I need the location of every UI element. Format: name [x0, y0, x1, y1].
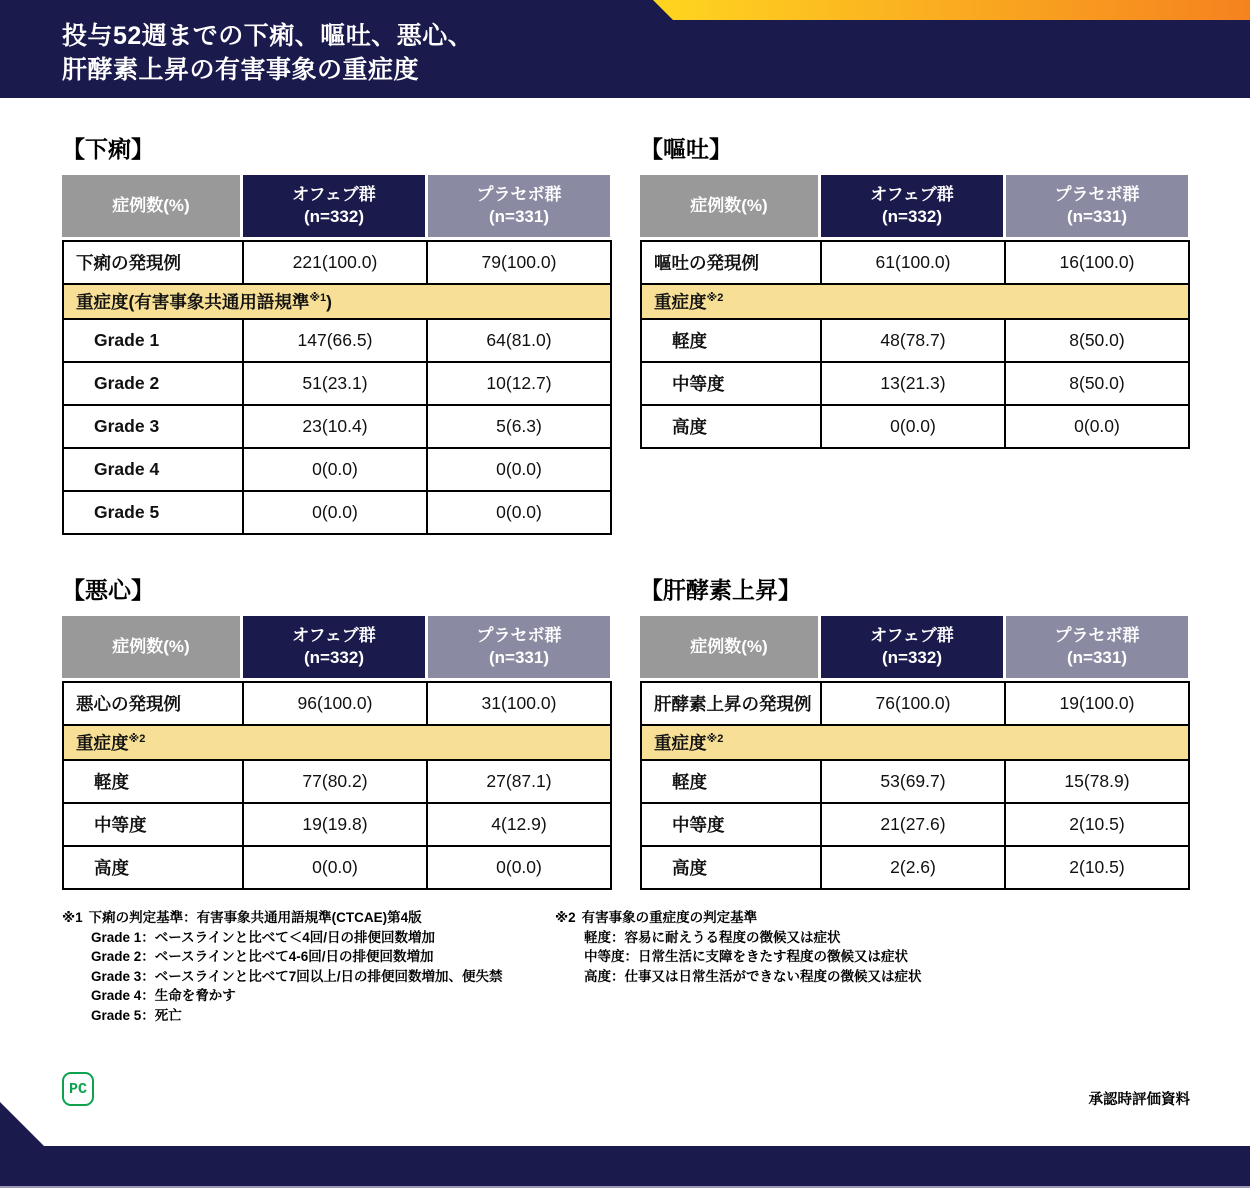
- footnote-line: 中等度：日常生活に支障をきたす程度の徴候又は症状: [584, 949, 908, 964]
- severity-label: 軽度: [63, 760, 243, 803]
- incidence-ofev: 61(100.0): [821, 241, 1005, 284]
- page-title: [62, 19, 473, 87]
- severity-label: Grade 5: [63, 491, 243, 534]
- severity-label: 軽度: [641, 760, 821, 803]
- table-block-nausea: [62, 575, 610, 890]
- severity-ofev: 0(0.0): [243, 846, 427, 889]
- column-header-ofev: オフェブ群 (n=332): [821, 616, 1003, 678]
- footer-band: [0, 1146, 1250, 1188]
- incidence-placebo: 16(100.0): [1005, 241, 1189, 284]
- severity-ofev: 51(23.1): [243, 362, 427, 405]
- severity-label: Grade 2: [63, 362, 243, 405]
- source-label: 承認時評価資料: [1088, 1092, 1190, 1108]
- column-header-cases: 症例数(%): [62, 616, 240, 678]
- severity-ofev: 19(19.8): [243, 803, 427, 846]
- footnote-2-heading: ※2 有害事象の重症度の判定基準: [555, 910, 758, 925]
- incidence-ofev: 76(100.0): [821, 682, 1005, 725]
- severity-row: [641, 846, 1189, 889]
- column-header-cases: 症例数(%): [640, 175, 818, 237]
- severity-label: Grade 1: [63, 319, 243, 362]
- severity-label: 高度: [63, 846, 243, 889]
- severity-row: [63, 448, 611, 491]
- pc-logo: PC: [62, 1072, 94, 1106]
- table-body: [640, 681, 1190, 890]
- severity-row: [63, 405, 611, 448]
- table-body: [62, 240, 612, 535]
- footnote-line: Grade 5：死亡: [91, 1007, 182, 1023]
- table-title: 【下痢】: [62, 136, 154, 162]
- severity-ofev: 23(10.4): [243, 405, 427, 448]
- incidence-label: 下痢の発現例: [63, 241, 243, 284]
- footnote-1: [62, 908, 502, 1025]
- severity-placebo: 8(50.0): [1005, 319, 1189, 362]
- table-header-row: [640, 175, 1188, 237]
- severity-placebo: 5(6.3): [427, 405, 611, 448]
- severity-label: Grade 3: [63, 405, 243, 448]
- severity-ofev: 13(21.3): [821, 362, 1005, 405]
- footnote-1-heading: ※1 下痢の判定基準：有害事象共通用語規準(CTCAE)第4版: [62, 910, 422, 925]
- column-header-ofev: オフェブ群 (n=332): [243, 175, 425, 237]
- incidence-ofev: 221(100.0): [243, 241, 427, 284]
- column-header-cases: 症例数(%): [640, 616, 818, 678]
- footnote-line: Grade 4：生命を脅かす: [91, 988, 236, 1003]
- table-body: [62, 681, 612, 890]
- severity-placebo: 27(87.1): [427, 760, 611, 803]
- footnote-line: Grade 2：ベースラインと比べて4-6回/日の排便回数増加: [91, 949, 434, 964]
- severity-band-row: 重症度$^{※2}$: [63, 725, 611, 760]
- severity-label: Grade 4: [63, 448, 243, 491]
- severity-band-row: 重症度$^{※2}$: [641, 284, 1189, 319]
- footnote-2-marker: ※2: [555, 910, 576, 925]
- severity-placebo: 2(10.5): [1005, 803, 1189, 846]
- severity-label: 中等度: [63, 803, 243, 846]
- footer-wedge: [0, 1102, 45, 1147]
- severity-row: [63, 491, 611, 534]
- severity-ofev: 0(0.0): [821, 405, 1005, 448]
- severity-row: [63, 319, 611, 362]
- incidence-row: [63, 241, 611, 284]
- severity-row: [641, 319, 1189, 362]
- severity-ofev: 53(69.7): [821, 760, 1005, 803]
- incidence-row: [641, 682, 1189, 725]
- incidence-label: 嘔吐の発現例: [641, 241, 821, 284]
- table-title: 【嘔吐】: [640, 136, 732, 162]
- incidence-ofev: 96(100.0): [243, 682, 427, 725]
- severity-ofev: 0(0.0): [243, 448, 427, 491]
- severity-label: 軽度: [641, 319, 821, 362]
- column-header-placebo: プラセボ群 (n=331): [1006, 616, 1188, 678]
- footnote-line: Grade 3：ベースラインと比べて7回以上/日の排便回数増加、便失禁: [91, 968, 503, 984]
- severity-placebo: 0(0.0): [427, 846, 611, 889]
- severity-placebo: 0(0.0): [427, 448, 611, 491]
- footnote-2-lines: [555, 928, 922, 987]
- table-title: 【悪心】: [62, 577, 154, 603]
- severity-band-row: 重症度(有害事象共通用語規準$^{※1}$): [63, 284, 611, 319]
- severity-placebo: 4(12.9): [427, 803, 611, 846]
- severity-ofev: 147(66.5): [243, 319, 427, 362]
- table-block-liver-enzyme: [640, 575, 1188, 890]
- severity-placebo: 2(10.5): [1005, 846, 1189, 889]
- footnote-1-lines: [62, 928, 502, 1026]
- severity-label: 高度: [641, 405, 821, 448]
- severity-row: [63, 362, 611, 405]
- incidence-label: 悪心の発現例: [63, 682, 243, 725]
- table-body: [640, 240, 1190, 449]
- severity-row: [641, 803, 1189, 846]
- severity-placebo: 64(81.0): [427, 319, 611, 362]
- severity-row: [63, 803, 611, 846]
- severity-row: [641, 760, 1189, 803]
- footnote-line: Grade 1：ベースラインと比べて＜4回/日の排便回数増加: [91, 929, 435, 945]
- column-header-cases: 症例数(%): [62, 175, 240, 237]
- page-title-line2: 肝酵素上昇の有害事象の重症度: [62, 56, 420, 84]
- severity-ofev: 21(27.6): [821, 803, 1005, 846]
- severity-label: 中等度: [641, 362, 821, 405]
- severity-ofev: 2(2.6): [821, 846, 1005, 889]
- column-header-ofev: オフェブ群 (n=332): [821, 175, 1003, 237]
- column-header-ofev: オフェブ群 (n=332): [243, 616, 425, 678]
- incidence-placebo: 19(100.0): [1005, 682, 1189, 725]
- table-header-row: [640, 616, 1188, 678]
- column-header-placebo: プラセボ群 (n=331): [428, 616, 610, 678]
- severity-row: [641, 405, 1189, 448]
- page-title-line1: 投与52週までの下痢、嘔吐、悪心、: [62, 22, 474, 50]
- footnote-line: 軽度：容易に耐えうる程度の徴候又は症状: [584, 929, 841, 945]
- table-header-row: [62, 616, 610, 678]
- severity-ofev: 0(0.0): [243, 491, 427, 534]
- severity-row: [63, 846, 611, 889]
- incidence-row: [63, 682, 611, 725]
- table-block-vomiting: [640, 134, 1188, 449]
- incidence-placebo: 79(100.0): [427, 241, 611, 284]
- column-header-placebo: プラセボ群 (n=331): [1006, 175, 1188, 237]
- severity-placebo: 8(50.0): [1005, 362, 1189, 405]
- severity-row: [63, 760, 611, 803]
- severity-ofev: 77(80.2): [243, 760, 427, 803]
- severity-placebo: 10(12.7): [427, 362, 611, 405]
- severity-row: [641, 362, 1189, 405]
- severity-ofev: 48(78.7): [821, 319, 1005, 362]
- incidence-label: 肝酵素上昇の発現例: [641, 682, 821, 725]
- severity-band-row: 重症度$^{※2}$: [641, 725, 1189, 760]
- table-title: 【肝酵素上昇】: [640, 577, 801, 603]
- severity-placebo: 0(0.0): [1005, 405, 1189, 448]
- footnote-line: 高度：仕事又は日常生活ができない程度の徴候又は症状: [584, 968, 922, 984]
- footnote-2: [555, 908, 922, 986]
- severity-label: 高度: [641, 846, 821, 889]
- severity-label: 中等度: [641, 803, 821, 846]
- incidence-placebo: 31(100.0): [427, 682, 611, 725]
- column-header-placebo: プラセボ群 (n=331): [428, 175, 610, 237]
- severity-placebo: 0(0.0): [427, 491, 611, 534]
- table-block-diarrhea: [62, 134, 610, 535]
- footnote-1-marker: ※1: [62, 910, 83, 925]
- table-header-row: [62, 175, 610, 237]
- severity-placebo: 15(78.9): [1005, 760, 1189, 803]
- accent-stripe: [653, 0, 1250, 20]
- incidence-row: [641, 241, 1189, 284]
